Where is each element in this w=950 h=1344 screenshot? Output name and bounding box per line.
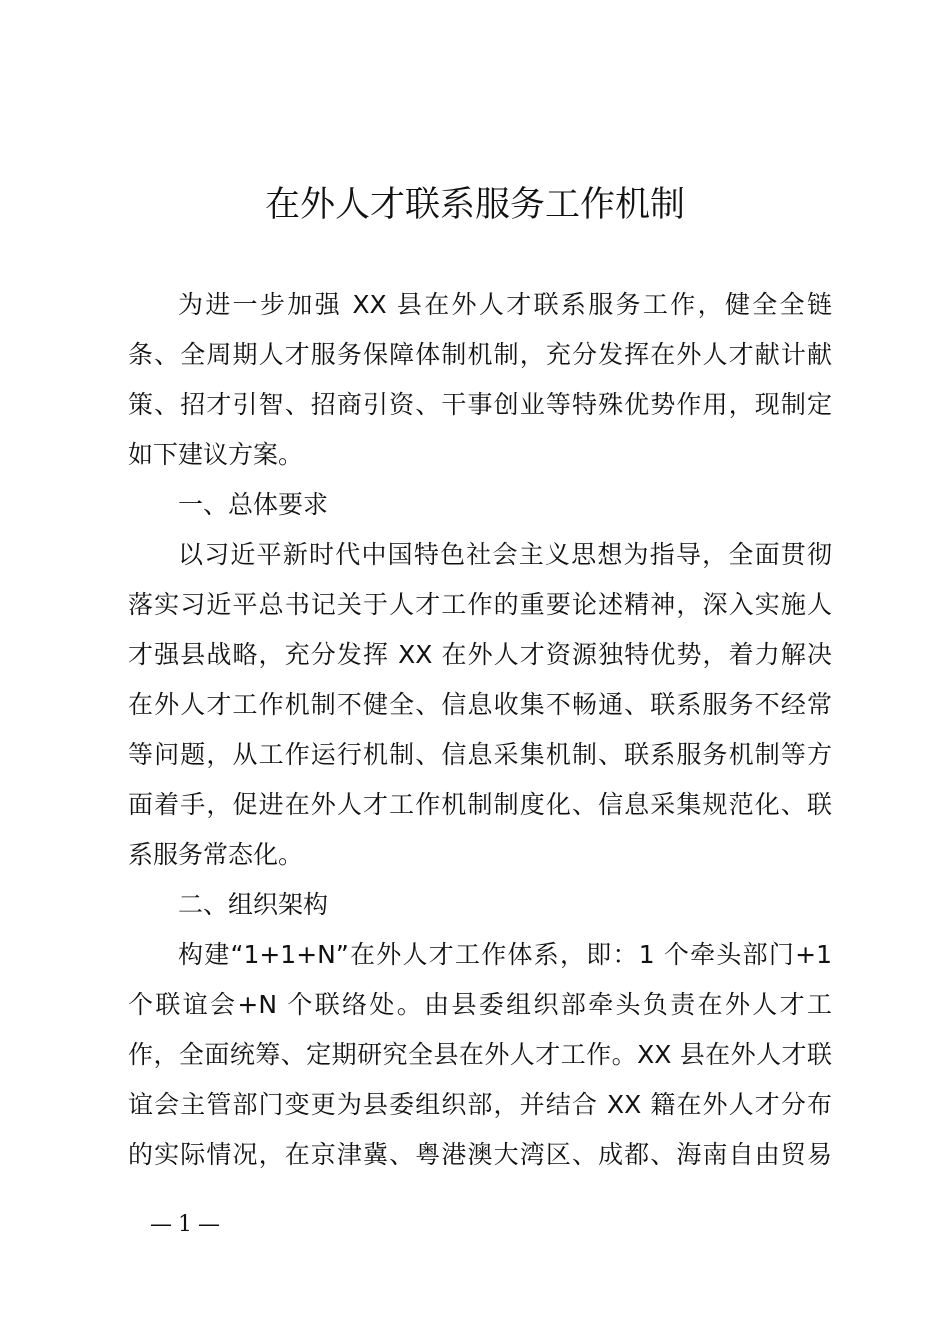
paragraph-line: 如下建议方案。	[128, 440, 304, 469]
section-heading: 一、总体要求	[178, 490, 329, 519]
paragraph-line: 面着手，促进在外人才工作机制制度化、信息采集规范化、联	[128, 790, 832, 819]
paragraph-line: 在外人才工作机制不健全、信息收集不畅通、联系服务不经常	[128, 690, 832, 719]
paragraph-line: 策、招才引智、招商引资、干事创业等特殊优势作用，现制定	[128, 390, 832, 419]
page-number: —1—	[150, 1212, 226, 1237]
paragraph-line: 谊会主管部门变更为县委组织部，并结合 XX 籍在外人才分布	[128, 1090, 832, 1119]
paragraph-line: 的实际情况，在京津冀、粤港澳大湾区、成都、海南自由贸易	[128, 1140, 832, 1169]
paragraph-line: 以习近平新时代中国特色社会主义思想为指导，全面贯彻	[178, 540, 832, 569]
paragraph-line: 才强县战略，充分发挥 XX 在外人才资源独特优势，着力解决	[128, 640, 832, 669]
paragraph-line: 等问题，从工作运行机制、信息采集机制、联系服务机制等方	[128, 740, 832, 769]
paragraph-line: 构建“1+1+N”在外人才工作体系，即：1 个牵头部门+1	[178, 940, 832, 969]
paragraph-line: 系服务常态化。	[128, 840, 304, 869]
document-title: 在外人才联系服务工作机制	[264, 185, 685, 225]
paragraph-line: 条、全周期人才服务保障体制机制，充分发挥在外人才献计献	[128, 340, 832, 369]
paragraph-line: 落实习近平总书记关于人才工作的重要论述精神，深入实施人	[128, 590, 832, 619]
section-heading: 二、组织架构	[178, 890, 329, 919]
paragraph-line: 为进一步加强 XX 县在外人才联系服务工作，健全全链	[178, 290, 832, 319]
paragraph-line: 作，全面统筹、定期研究全县在外人才工作。XX 县在外人才联	[128, 1040, 832, 1069]
paragraph-line: 个联谊会+N 个联络处。由县委组织部牵头负责在外人才工	[128, 990, 832, 1019]
